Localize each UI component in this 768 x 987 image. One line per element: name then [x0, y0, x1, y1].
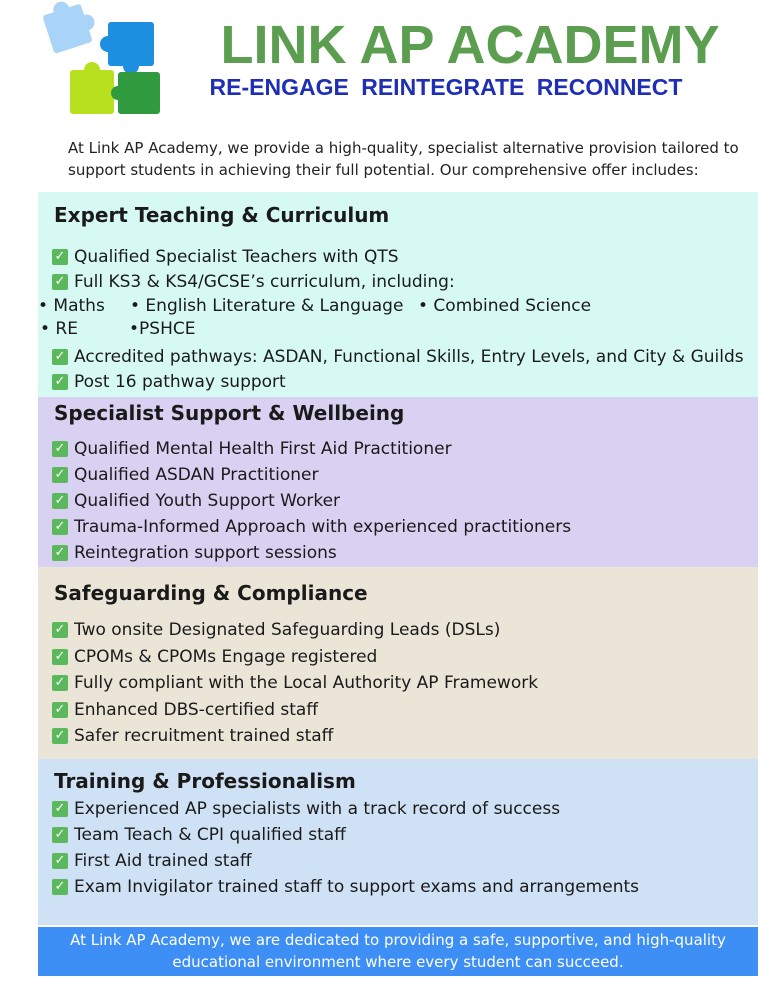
list-item: ✓ Safer recruitment trained staff — [52, 723, 758, 750]
section-title: Specialist Support & Wellbeing — [54, 401, 405, 425]
subject-science: • Combined Science — [418, 296, 592, 316]
subject-maths: • Maths — [38, 296, 105, 316]
list-item: ✓ Experienced AP specialists with a track record of success — [52, 796, 758, 822]
check-icon: ✓ — [52, 493, 68, 509]
check-icon: ✓ — [52, 545, 68, 561]
subject-pshce: •PSHCE — [129, 319, 196, 339]
tagline: RE-ENGAGE REINTEGRATE RECONNECT — [209, 74, 683, 100]
puzzle-logo-icon — [40, 0, 165, 118]
check-icon: ✓ — [52, 374, 68, 390]
list-item: ✓ Full KS3 & KS4/GCSE’s curriculum, including: — [52, 269, 758, 294]
list-item: ✓ Fully compliant with the Local Authority AP Framework — [52, 670, 758, 697]
footer-line: At Link AP Academy, we are dedicated to providing a safe, supportive, and high-quality — [70, 931, 726, 949]
list-item: ✓ Two onsite Designated Safeguarding Leads (DSLs) — [52, 617, 758, 644]
section-training — [38, 759, 758, 925]
section-specialist-support — [38, 397, 758, 567]
check-icon: ✓ — [52, 702, 68, 718]
subject-re: • RE — [40, 319, 78, 339]
footer-line: educational environment where every student can succeed. — [172, 953, 624, 971]
list-item: ✓ Reintegration support sessions — [52, 540, 758, 566]
list-item: ✓ Qualified ASDAN Practitioner — [52, 462, 758, 488]
list-item: ✓ Exam Invigilator trained staff to support exams and arrangements — [52, 874, 758, 900]
list-item: ✓ Trauma-Informed Approach with experienced practitioners — [52, 514, 758, 540]
list-item: ✓ Qualified Specialist Teachers with QTS — [52, 244, 758, 269]
intro-line: At Link AP Academy, we provide a high-quality, specialist alternative provision tailored to — [68, 139, 739, 157]
list-item: ✓ Qualified Youth Support Worker — [52, 488, 758, 514]
subject-list — [38, 294, 758, 319]
check-icon: ✓ — [52, 467, 68, 483]
check-icon: ✓ — [52, 728, 68, 744]
list-item: ✓ CPOMs & CPOMs Engage registered — [52, 644, 758, 671]
section-title: Safeguarding & Compliance — [54, 581, 368, 605]
footer-banner — [38, 927, 758, 976]
list-item: ✓ Accredited pathways: ASDAN, Functional Skills, Entry Levels, and City & Guilds — [52, 344, 758, 369]
check-icon: ✓ — [52, 801, 68, 817]
section-expert-teaching — [38, 192, 758, 397]
check-icon: ✓ — [52, 675, 68, 691]
check-icon: ✓ — [52, 879, 68, 895]
check-icon: ✓ — [52, 274, 68, 290]
check-icon: ✓ — [52, 349, 68, 365]
section-title: Expert Teaching & Curriculum — [54, 203, 390, 227]
list-item: ✓ Post 16 pathway support — [52, 369, 758, 394]
section-safeguarding — [38, 567, 758, 759]
check-icon: ✓ — [52, 622, 68, 638]
check-icon: ✓ — [52, 827, 68, 843]
subject-english: • English Literature & Language — [130, 296, 404, 316]
intro-line: support students in achieving their full potential. Our comprehensive offer includes: — [68, 161, 699, 179]
list-item: ✓ Enhanced DBS-certified staff — [52, 697, 758, 724]
check-icon: ✓ — [52, 649, 68, 665]
subject-list — [40, 319, 758, 344]
list-item: ✓ Team Teach & CPI qualified staff — [52, 822, 758, 848]
check-icon: ✓ — [52, 441, 68, 457]
page-title: LINK AP ACADEMY — [220, 15, 720, 75]
check-icon: ✓ — [52, 519, 68, 535]
check-icon: ✓ — [52, 249, 68, 265]
list-item: ✓ Qualified Mental Health First Aid Practitioner — [52, 436, 758, 462]
check-icon: ✓ — [52, 853, 68, 869]
intro-paragraph — [68, 137, 748, 181]
section-title: Training & Professionalism — [54, 769, 356, 793]
list-item: ✓ First Aid trained staff — [52, 848, 758, 874]
